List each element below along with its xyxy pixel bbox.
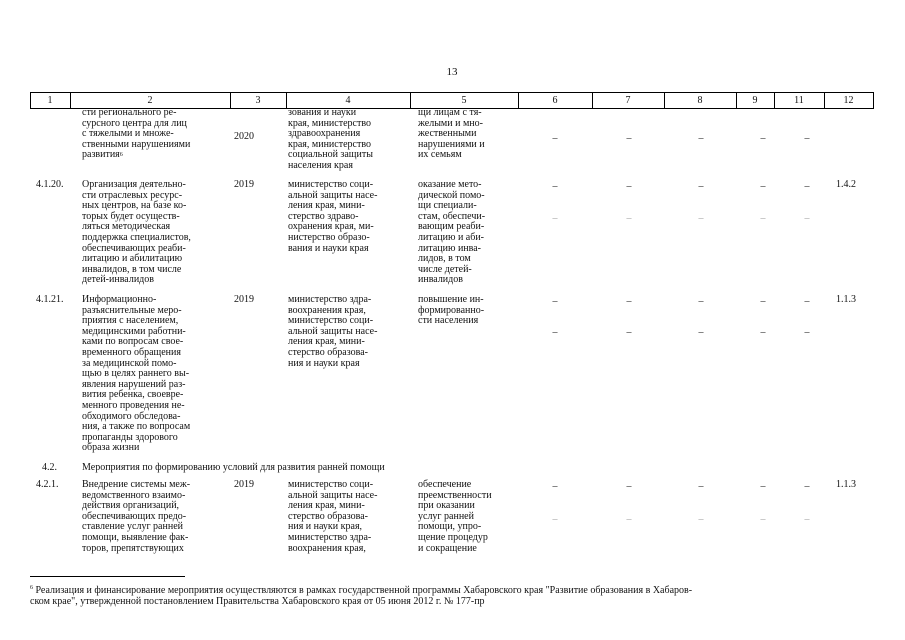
header-col-9: 9 — [752, 95, 758, 106]
row-result: оказание мето- дической помо- щи специали- стам, обеспечи- вающим реаби- литацию и аби- литацию инва- лидов, в том числе детей- инвалидов — [418, 179, 486, 286]
dash: – — [552, 481, 558, 492]
header-col-3: 3 — [255, 95, 261, 106]
dash: – — [804, 133, 810, 144]
row-result: повышение ин- формированно- сти населения — [418, 294, 485, 327]
header-col-5: 5 — [461, 95, 467, 106]
dash: – — [804, 327, 810, 338]
row-indicator: 1.1.3 — [836, 479, 856, 490]
header-col-8: 8 — [697, 95, 703, 106]
dash: – — [626, 327, 632, 338]
dash: – — [626, 514, 632, 525]
dash: – — [760, 327, 766, 338]
dash: – — [804, 514, 810, 525]
row-executors: министерство соци- альной защиты насе- ления края, мини- стерство образова- ния и науки края, министерство здра- воохранения края, — [288, 479, 378, 554]
cont-description: сти регионального ре- сурсного центра для лиц с тяжелыми и множе- ственными нарушениями развития — [82, 107, 191, 161]
dash: – — [626, 296, 632, 307]
row-executors: министерство соци- альной защиты насе- ления края, мини- стерство здраво- охранения края, ми- нистерство образо- вания и науки края — [288, 179, 378, 254]
dash: – — [698, 481, 704, 492]
header-col-6: 6 — [552, 95, 558, 106]
footnote-divider — [30, 576, 185, 577]
footnote-ref: 6 — [119, 152, 123, 159]
dash: – — [626, 213, 632, 224]
cont-executors: зования и науки края, министерство здравоохранения края, министерство социальной защиты населения края — [288, 107, 373, 171]
row-year: 2019 — [234, 179, 254, 190]
footnote-text: Реализация и финансирование мероприятия осуществляются в рамках государственной программы Хабаровского края "Развитие образования в Хабаров- ском крае", утвержденной постановлением Правительства Хабаровского края от 05 июня 2012 г. № 177-пр — [30, 585, 693, 607]
dash: – — [698, 327, 704, 338]
dash: – — [626, 481, 632, 492]
row-indicator: 1.4.2 — [836, 179, 856, 190]
header-col-7: 7 — [625, 95, 631, 106]
row-year: 2019 — [234, 479, 254, 490]
header-col-4: 4 — [345, 95, 351, 106]
dash: – — [698, 213, 704, 224]
row-number: 4.1.20. — [36, 179, 64, 190]
page-number: 13 — [446, 66, 458, 78]
dash: – — [626, 181, 632, 192]
dash: – — [760, 514, 766, 525]
row-year: 2019 — [234, 294, 254, 305]
dash: – — [760, 481, 766, 492]
dash: – — [552, 296, 558, 307]
dash: – — [698, 133, 704, 144]
section-number: 4.2. — [42, 462, 57, 473]
cont-year: 2020 — [234, 131, 254, 142]
row-description: Организация деятельно- сти отраслевых ресурс- ных центров, на базе ко- торых будет осуществ- ляться методическая поддержка специалистов, обеспечивающих реаби- литацию и абилитацию инвалидов, в том числе детей-инвалидов — [82, 179, 191, 286]
dash: – — [552, 213, 558, 224]
dash: – — [760, 133, 766, 144]
header-col-11: 11 — [794, 95, 804, 106]
row-description: Информационно- разъяснительные меро- приятия с населением, медицинскими работни- ками по вопросам свое- временного обращения за медицинской помо- щью в целях раннего вы- явления нарушений раз- вития ребенка, своевре- менного проведения не- обходимого обследова- ния, а также по вопросам пропаганды здорового образа жизни — [82, 294, 191, 454]
dash: – — [552, 327, 558, 338]
section-title: Мероприятия по формированию условий для развития ранней помощи — [82, 462, 385, 473]
dash: – — [626, 133, 632, 144]
row-description: Внедрение системы меж- ведомственного взаимо- действия организаций, обеспечивающих предо- ставление услуг ранней помощи, выявление фак- торов, препятствующих — [82, 479, 191, 554]
dash: – — [698, 296, 704, 307]
dash: – — [552, 181, 558, 192]
dash: – — [760, 181, 766, 192]
dash: – — [698, 514, 704, 525]
row-number: 4.2.1. — [36, 479, 59, 490]
dash: – — [760, 296, 766, 307]
dash: – — [804, 481, 810, 492]
header-col-2: 2 — [147, 95, 153, 106]
dash: – — [552, 514, 558, 525]
dash: – — [804, 213, 810, 224]
dash: – — [698, 181, 704, 192]
row-executors: министерство здра- воохранения края, министерство соци- альной защиты насе- ления края, мини- стерство образова- ния и науки края — [288, 294, 378, 369]
row-result: обеспечение преемственности при оказании услуг ранней помощи, упро- щение процедур и сокращение — [418, 479, 492, 554]
dash: – — [760, 213, 766, 224]
footnote — [30, 585, 880, 607]
footnote-marker: 6 — [30, 585, 33, 591]
cont-result: щи лицам с тя- желыми и мно- жественными нарушениями и их семьям — [418, 107, 485, 161]
dash: – — [552, 133, 558, 144]
header-col-1: 1 — [47, 95, 53, 106]
row-indicator: 1.1.3 — [836, 294, 856, 305]
row-number: 4.1.21. — [36, 294, 64, 305]
header-col-12: 12 — [843, 95, 854, 106]
dash: – — [804, 181, 810, 192]
dash: – — [804, 296, 810, 307]
